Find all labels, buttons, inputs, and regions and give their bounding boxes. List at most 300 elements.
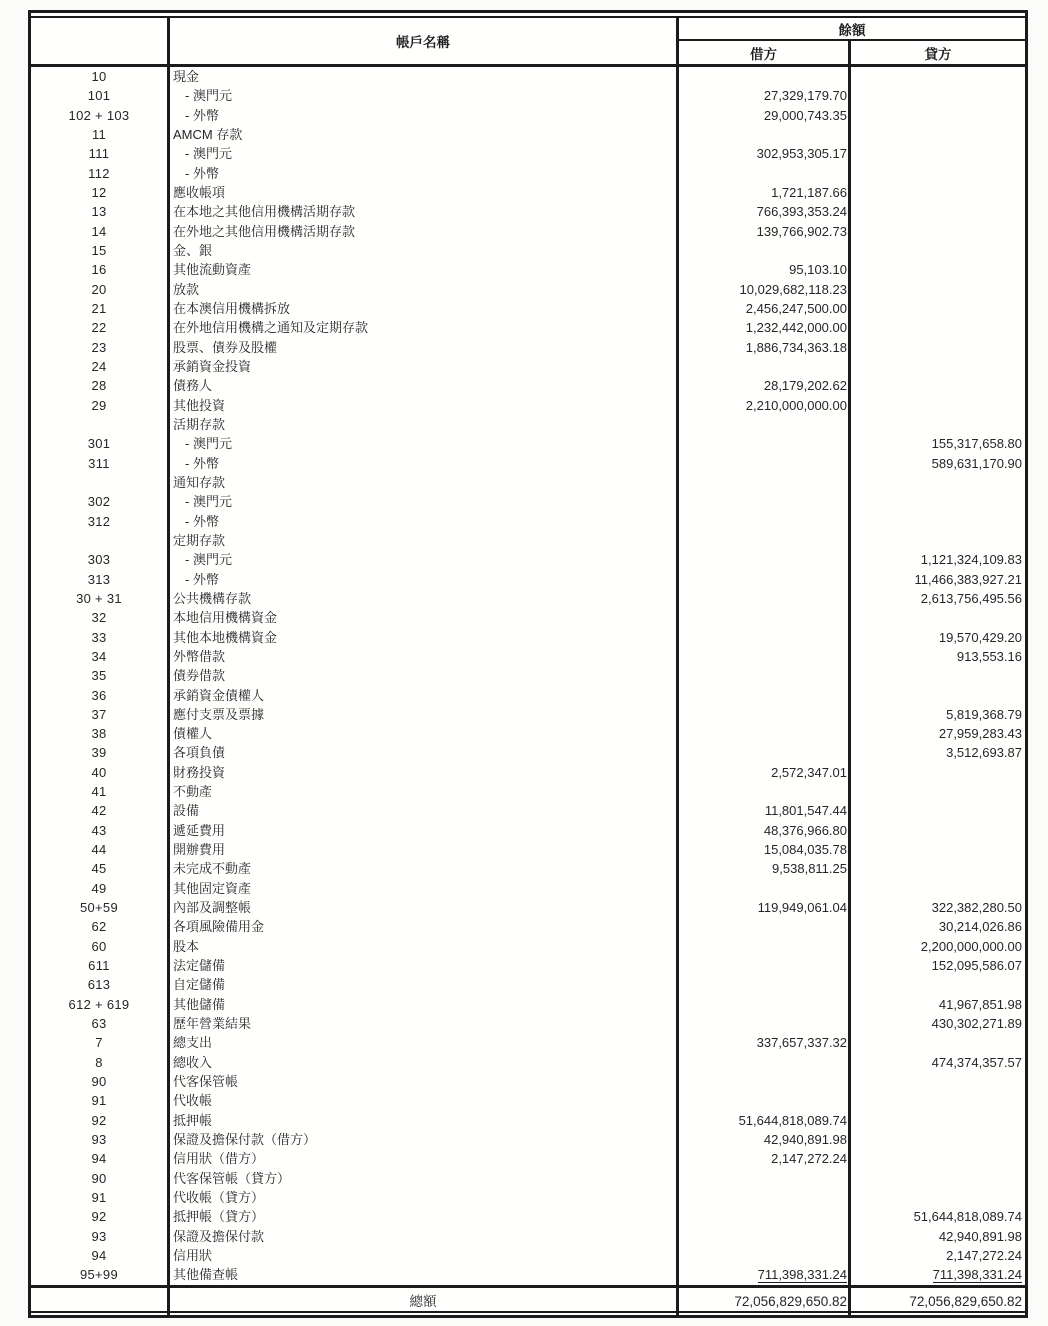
account-name-cell: 承銷資金債權人	[170, 686, 679, 705]
account-name-cell: 在本地之其他信用機構活期存款	[170, 202, 679, 221]
account-name-cell: 代客保管帳（貸方）	[170, 1169, 679, 1188]
debit-value-cell	[679, 628, 851, 647]
account-code-cell: 42	[31, 801, 170, 820]
table-row	[31, 763, 1025, 782]
account-name-cell: 應收帳項	[170, 183, 679, 202]
credit-value-cell	[851, 1188, 1025, 1207]
table-row	[31, 183, 1025, 202]
table-row	[31, 570, 1025, 589]
debit-value-cell	[679, 1014, 851, 1033]
debit-value-cell: 51,644,818,089.74	[679, 1111, 851, 1130]
debit-value-cell	[679, 975, 851, 994]
debit-value-cell: 48,376,966.80	[679, 821, 851, 840]
table-row	[31, 202, 1025, 221]
credit-value-cell	[851, 1169, 1025, 1188]
table-row	[31, 879, 1025, 898]
account-name-cell: 代客保管帳	[170, 1072, 679, 1091]
table-row	[31, 782, 1025, 801]
account-name-cell: 放款	[170, 280, 679, 299]
table-row	[31, 743, 1025, 762]
account-code-cell: 44	[31, 840, 170, 859]
account-name-cell: 內部及調整帳	[170, 898, 679, 917]
account-name-cell: - 澳門元	[170, 434, 679, 453]
debit-value-cell	[679, 67, 851, 86]
debit-value-cell	[679, 917, 851, 936]
account-code-cell: 11	[31, 125, 170, 144]
account-code-cell: 111	[31, 144, 170, 163]
credit-value-cell	[851, 666, 1025, 685]
debit-value-cell	[679, 686, 851, 705]
account-code-cell: 41	[31, 782, 170, 801]
account-name-cell: 各項風險備用金	[170, 917, 679, 936]
table-row	[31, 1149, 1025, 1168]
credit-value-cell	[851, 531, 1025, 550]
debit-value-cell	[679, 1091, 851, 1110]
table-row	[31, 628, 1025, 647]
account-name-cell: 其他本地機構資金	[170, 628, 679, 647]
account-code-cell	[31, 473, 170, 492]
account-code-cell: 611	[31, 956, 170, 975]
credit-value-cell	[851, 106, 1025, 125]
balance-header-group	[679, 18, 1025, 64]
table-row	[31, 318, 1025, 337]
table-row	[31, 1169, 1025, 1188]
account-name-cell: 通知存款	[170, 473, 679, 492]
debit-value-cell	[679, 879, 851, 898]
account-name-cell: - 外幣	[170, 164, 679, 183]
account-code-cell: 35	[31, 666, 170, 685]
account-code-cell: 613	[31, 975, 170, 994]
account-code-cell: 92	[31, 1111, 170, 1130]
account-name-cell: 其他流動資產	[170, 260, 679, 279]
account-code-cell: 313	[31, 570, 170, 589]
credit-value-cell	[851, 280, 1025, 299]
table-row	[31, 125, 1025, 144]
account-name-cell: - 外幣	[170, 570, 679, 589]
credit-value-cell: 155,317,658.80	[931, 436, 1022, 452]
credit-value-cell: 2,200,000,000.00	[920, 938, 1022, 954]
debit-value-cell	[679, 570, 851, 589]
credit-value-cell	[851, 1130, 1025, 1149]
credit-value-cell	[851, 1091, 1025, 1110]
credit-value-cell	[851, 512, 1025, 531]
debit-value-cell: 42,940,891.98	[679, 1130, 851, 1149]
debit-value-cell	[679, 1053, 851, 1072]
account-name-cell: 金、銀	[170, 241, 679, 260]
credit-value-cell	[851, 144, 1025, 163]
table-row	[31, 975, 1025, 994]
debit-value-cell: 28,179,202.62	[679, 376, 851, 395]
account-code-cell: 91	[31, 1091, 170, 1110]
credit-value-cell: 1,121,324,109.83	[920, 552, 1022, 568]
account-name-cell: - 澳門元	[170, 86, 679, 105]
account-code-cell: 29	[31, 396, 170, 415]
account-name-cell: 本地信用機構資金	[170, 608, 679, 627]
account-name-cell: AMCM 存款	[170, 125, 679, 144]
credit-value-cell	[851, 318, 1025, 337]
table-row	[31, 686, 1025, 705]
credit-value-cell	[851, 473, 1025, 492]
debit-value-cell	[679, 1227, 851, 1246]
account-code-cell: 93	[31, 1227, 170, 1246]
table-row	[31, 106, 1025, 125]
credit-value-cell	[851, 608, 1025, 627]
debit-value-cell	[679, 241, 851, 260]
credit-value-cell	[851, 222, 1025, 241]
account-name-cell: 在本澳信用機構拆放	[170, 299, 679, 318]
account-code-cell: 91	[31, 1188, 170, 1207]
debit-value-cell: 1,721,187.66	[679, 183, 851, 202]
account-name-cell: 債務人	[170, 376, 679, 395]
account-code-cell: 63	[31, 1014, 170, 1033]
debit-value-cell: 11,801,547.44	[679, 801, 851, 820]
account-code-cell: 30 + 31	[31, 589, 170, 608]
code-column-header	[31, 18, 170, 64]
balance-header-label: 餘額	[838, 22, 866, 38]
credit-value-cell	[851, 1072, 1025, 1091]
account-name-cell: 法定儲備	[170, 956, 679, 975]
debit-value-cell: 27,329,179.70	[679, 86, 851, 105]
account-code-cell: 38	[31, 724, 170, 743]
table-row	[31, 589, 1025, 608]
credit-value-cell	[851, 859, 1025, 878]
debit-value-cell	[679, 1188, 851, 1207]
account-name-cell: 自定儲備	[170, 975, 679, 994]
table-row	[31, 1111, 1025, 1130]
account-name-cell: 應付支票及票據	[170, 705, 679, 724]
debit-value-cell	[679, 512, 851, 531]
account-name-cell: 活期存款	[170, 415, 679, 434]
table-row	[31, 164, 1025, 183]
total-debit-value: 72,056,829,650.82	[679, 1288, 851, 1316]
account-name-cell: 其他儲備	[170, 995, 679, 1014]
table-row	[31, 241, 1025, 260]
account-code-cell: 40	[31, 763, 170, 782]
account-code-cell: 311	[31, 454, 170, 473]
debit-value-cell	[679, 589, 851, 608]
debit-value-cell: 766,393,353.24	[679, 202, 851, 221]
credit-value-cell: 30,214,026.86	[938, 919, 1022, 935]
table-row	[31, 550, 1025, 569]
table-row	[31, 1072, 1025, 1091]
account-code-cell: 28	[31, 376, 170, 395]
account-name-header-label: 帳戶名稱	[396, 35, 450, 50]
account-code-cell: 90	[31, 1169, 170, 1188]
table-row	[31, 1130, 1025, 1149]
debit-value-cell	[679, 782, 851, 801]
table-row	[31, 415, 1025, 434]
account-name-cell: 在外地信用機構之通知及定期存款	[170, 318, 679, 337]
account-name-cell: 開辦費用	[170, 840, 679, 859]
account-name-cell: 抵押帳	[170, 1111, 679, 1130]
account-name-cell: 歷年營業結果	[170, 1014, 679, 1033]
account-code-cell: 12	[31, 183, 170, 202]
table-row	[31, 1265, 1025, 1284]
account-name-cell: 設備	[170, 801, 679, 820]
debit-value-cell	[679, 1169, 851, 1188]
debit-value-cell	[679, 164, 851, 183]
debit-value-cell: 1,232,442,000.00	[679, 318, 851, 337]
account-name-cell: - 外幣	[170, 454, 679, 473]
account-name-cell: - 澳門元	[170, 144, 679, 163]
debit-value-cell: 1,886,734,363.18	[679, 338, 851, 357]
debit-value-cell	[679, 1072, 851, 1091]
account-name-cell: 代收帳（貸方）	[170, 1188, 679, 1207]
table-row	[31, 1091, 1025, 1110]
debit-value-cell: 10,029,682,118.23	[679, 280, 851, 299]
account-name-cell: 其他備查帳	[170, 1265, 679, 1284]
debit-value-cell	[679, 1246, 851, 1265]
credit-value-cell	[851, 686, 1025, 705]
account-code-cell: 21	[31, 299, 170, 318]
table-row	[31, 821, 1025, 840]
account-code-cell: 301	[31, 434, 170, 453]
debit-value-cell	[679, 705, 851, 724]
debit-value-cell: 9,538,811.25	[679, 859, 851, 878]
account-name-cell: 保證及擔保付款（借方）	[170, 1130, 679, 1149]
account-name-cell: - 外幣	[170, 512, 679, 531]
credit-value-cell	[851, 67, 1025, 86]
table-row	[31, 67, 1025, 86]
account-name-cell: 遞延費用	[170, 821, 679, 840]
table-header	[31, 16, 1025, 67]
credit-value-cell: 11,466,383,927.21	[914, 571, 1022, 587]
debit-value-cell: 2,572,347.01	[679, 763, 851, 782]
account-name-cell: 各項負債	[170, 743, 679, 762]
debit-value-cell	[679, 647, 851, 666]
account-name-cell: 代收帳	[170, 1091, 679, 1110]
account-name-header	[170, 18, 679, 64]
debit-value-cell: 15,084,035.78	[679, 840, 851, 859]
credit-value-cell	[851, 396, 1025, 415]
credit-value-cell: 430,302,271.89	[931, 1016, 1022, 1032]
table-row	[31, 1227, 1025, 1246]
account-code-cell: 20	[31, 280, 170, 299]
debit-value-cell	[679, 415, 851, 434]
account-code-cell: 60	[31, 937, 170, 956]
credit-value-cell: 41,967,851.98	[938, 996, 1022, 1012]
table-row	[31, 86, 1025, 105]
total-credit-value: 72,056,829,650.82	[909, 1293, 1022, 1309]
debit-value-cell	[679, 492, 851, 511]
account-code-cell: 39	[31, 743, 170, 762]
total-label: 總額	[170, 1288, 679, 1316]
account-code-cell: 101	[31, 86, 170, 105]
account-code-cell: 303	[31, 550, 170, 569]
table-row	[31, 840, 1025, 859]
account-name-cell: 在外地之其他信用機構活期存款	[170, 222, 679, 241]
account-code-cell: 36	[31, 686, 170, 705]
account-code-cell: 7	[31, 1033, 170, 1052]
account-name-cell: 其他投資	[170, 396, 679, 415]
debit-credit-header-row	[679, 41, 1025, 64]
balance-header	[679, 18, 1025, 41]
credit-value-cell: 152,095,586.07	[931, 958, 1022, 974]
debit-value-cell	[679, 454, 851, 473]
table-row	[31, 1033, 1025, 1052]
account-name-cell: - 外幣	[170, 106, 679, 125]
account-code-cell: 112	[31, 164, 170, 183]
account-code-cell: 94	[31, 1149, 170, 1168]
credit-value-cell	[851, 202, 1025, 221]
debit-value-cell	[679, 995, 851, 1014]
table-row	[31, 801, 1025, 820]
account-name-cell: 其他固定資產	[170, 879, 679, 898]
account-name-cell: 債券借款	[170, 666, 679, 685]
credit-value-cell	[851, 1111, 1025, 1130]
debit-value-cell	[679, 1207, 851, 1226]
debit-value-cell: 119,949,061.04	[679, 898, 851, 917]
account-code-cell: 23	[31, 338, 170, 357]
credit-value-cell	[851, 492, 1025, 511]
credit-value-cell: 27,959,283.43	[938, 726, 1022, 742]
debit-value-cell: 95,103.10	[679, 260, 851, 279]
account-name-cell: 承銷資金投資	[170, 357, 679, 376]
credit-value-cell: 711,398,331.24	[932, 1267, 1022, 1283]
account-name-cell: 現金	[170, 67, 679, 86]
account-name-cell: 信用狀	[170, 1246, 679, 1265]
trial-balance-table	[28, 10, 1028, 1318]
account-code-cell: 302	[31, 492, 170, 511]
account-code-cell: 8	[31, 1053, 170, 1072]
table-row	[31, 1207, 1025, 1226]
account-name-cell: - 澳門元	[170, 492, 679, 511]
account-name-cell: 外幣借款	[170, 647, 679, 666]
account-code-cell: 612 + 619	[31, 995, 170, 1014]
credit-value-cell: 2,147,272.24	[946, 1248, 1022, 1264]
table-row	[31, 357, 1025, 376]
table-row	[31, 1014, 1025, 1033]
debit-value-cell: 711,398,331.24	[679, 1265, 851, 1284]
credit-value-cell	[851, 299, 1025, 318]
account-code-cell: 22	[31, 318, 170, 337]
credit-value-cell: 42,940,891.98	[938, 1228, 1022, 1244]
table-row	[31, 917, 1025, 936]
table-row	[31, 608, 1025, 627]
credit-value-cell	[851, 241, 1025, 260]
credit-value-cell	[851, 840, 1025, 859]
account-name-cell: 未完成不動產	[170, 859, 679, 878]
credit-value-cell	[851, 260, 1025, 279]
table-row	[31, 937, 1025, 956]
account-name-cell: 信用狀（借方）	[170, 1149, 679, 1168]
credit-value-cell: 19,570,429.20	[938, 629, 1022, 645]
table-row	[31, 512, 1025, 531]
table-row	[31, 1188, 1025, 1207]
credit-value-cell	[851, 415, 1025, 434]
credit-value-cell	[851, 86, 1025, 105]
credit-header-label: 貸方	[924, 46, 952, 62]
table-row	[31, 396, 1025, 415]
debit-value-cell: 2,210,000,000.00	[679, 396, 851, 415]
debit-header-label: 借方	[750, 46, 777, 62]
credit-value-cell	[851, 1149, 1025, 1168]
debit-value-cell	[679, 357, 851, 376]
debit-value-cell	[679, 956, 851, 975]
account-code-cell: 15	[31, 241, 170, 260]
credit-value-cell	[851, 975, 1025, 994]
debit-value-cell	[679, 608, 851, 627]
credit-value-cell: 5,819,368.79	[946, 706, 1022, 722]
table-row	[31, 434, 1025, 453]
table-row	[31, 859, 1025, 878]
account-code-cell: 90	[31, 1072, 170, 1091]
debit-value-cell: 302,953,305.17	[679, 144, 851, 163]
account-code-cell: 16	[31, 260, 170, 279]
account-name-cell: 保證及擔保付款	[170, 1227, 679, 1246]
credit-value-cell	[851, 763, 1025, 782]
debit-value-cell: 139,766,902.73	[679, 222, 851, 241]
credit-value-cell	[851, 376, 1025, 395]
table-row	[31, 724, 1025, 743]
table-row	[31, 299, 1025, 318]
account-code-cell: 62	[31, 917, 170, 936]
table-row	[31, 666, 1025, 685]
debit-value-cell	[679, 937, 851, 956]
debit-value-cell	[679, 125, 851, 144]
account-name-cell: 定期存款	[170, 531, 679, 550]
account-code-cell: 102 + 103	[31, 106, 170, 125]
debit-value-cell	[679, 434, 851, 453]
credit-value-cell	[851, 338, 1025, 357]
table-row	[31, 531, 1025, 550]
credit-value-cell	[851, 1033, 1025, 1052]
debit-value-cell	[679, 473, 851, 492]
table-row	[31, 144, 1025, 163]
table-row	[31, 260, 1025, 279]
credit-value-cell	[851, 164, 1025, 183]
credit-value-cell	[851, 357, 1025, 376]
credit-value-cell: 589,631,170.90	[931, 455, 1022, 471]
credit-value-cell: 913,553.16	[956, 648, 1022, 664]
account-code-cell: 93	[31, 1130, 170, 1149]
account-code-cell: 94	[31, 1246, 170, 1265]
debit-value-cell: 2,456,247,500.00	[679, 299, 851, 318]
credit-value-cell: 474,374,357.57	[931, 1054, 1022, 1070]
total-code-cell	[31, 1288, 170, 1316]
account-code-cell: 43	[31, 821, 170, 840]
debit-value-cell	[679, 743, 851, 762]
debit-value-cell: 337,657,337.32	[679, 1033, 851, 1052]
account-code-cell: 10	[31, 67, 170, 86]
table-row	[31, 376, 1025, 395]
credit-value-cell: 2,613,756,495.56	[920, 590, 1022, 606]
account-code-cell: 34	[31, 647, 170, 666]
account-name-cell: 財務投資	[170, 763, 679, 782]
account-code-cell: 95+99	[31, 1265, 170, 1284]
table-row	[31, 647, 1025, 666]
account-code-cell	[31, 531, 170, 550]
account-name-cell: 總支出	[170, 1033, 679, 1052]
account-code-cell: 14	[31, 222, 170, 241]
account-code-cell: 45	[31, 859, 170, 878]
credit-value-cell	[851, 782, 1025, 801]
debit-value-cell: 29,000,743.35	[679, 106, 851, 125]
table-row	[31, 454, 1025, 473]
credit-value-cell	[851, 879, 1025, 898]
account-code-cell: 92	[31, 1207, 170, 1226]
debit-value-cell	[679, 724, 851, 743]
account-name-cell: 抵押帳（貸方）	[170, 1207, 679, 1226]
table-row	[31, 492, 1025, 511]
credit-value-cell: 3,512,693.87	[946, 745, 1022, 761]
credit-value-cell: 322,382,280.50	[931, 900, 1022, 916]
account-name-cell: 不動產	[170, 782, 679, 801]
credit-value-cell	[851, 821, 1025, 840]
account-code-cell: 32	[31, 608, 170, 627]
account-code-cell: 13	[31, 202, 170, 221]
debit-value-cell	[679, 531, 851, 550]
